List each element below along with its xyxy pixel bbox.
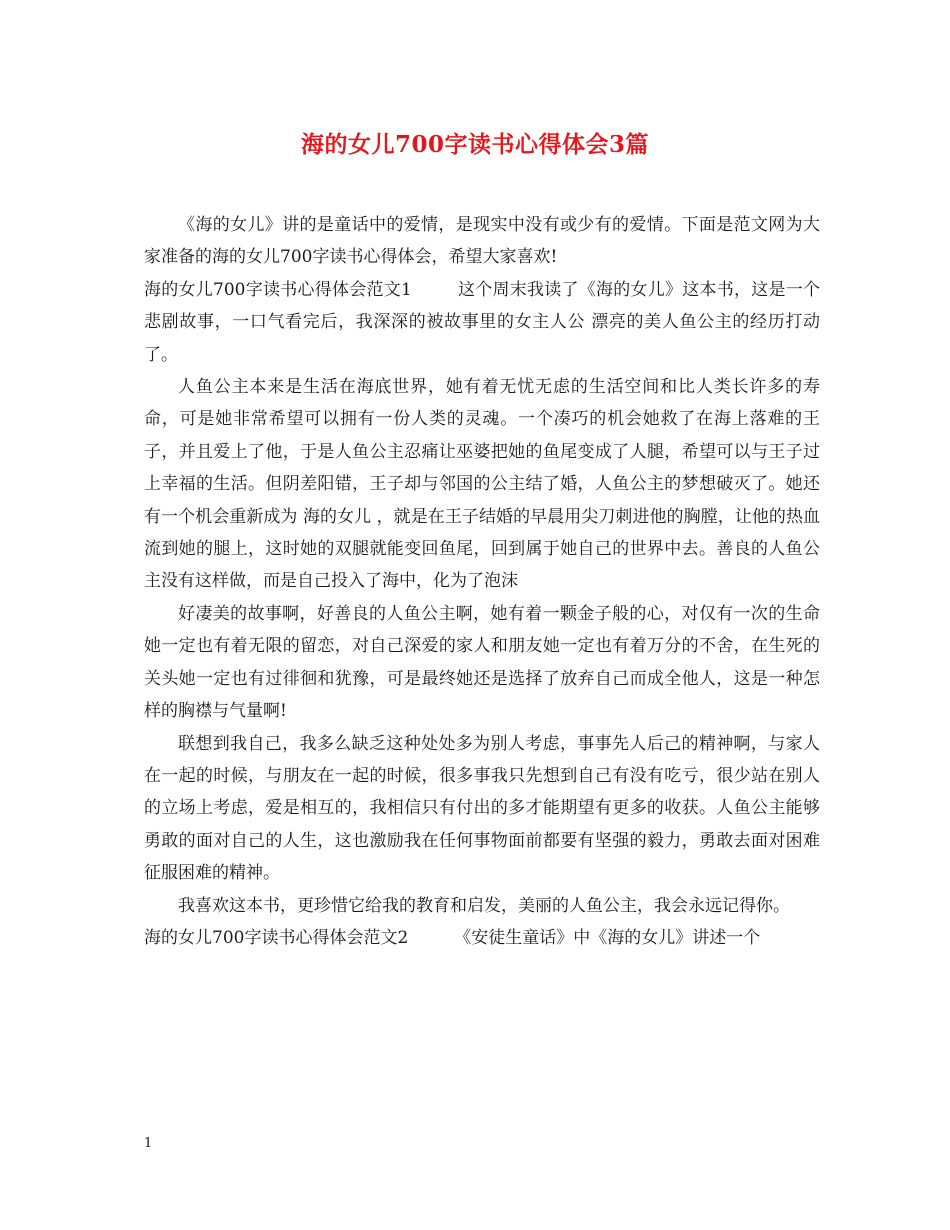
paragraph-text: 《安徒生童话》中《海的女儿》讲述一个	[454, 927, 761, 948]
page-number: 1	[144, 1136, 153, 1151]
paragraph-text: 这个周末我读了《海的女儿》这本书，这是一个悲剧故事，一口气看完后，我深深的被故事里的女主人公 漂亮的美人鱼公主的经历打动了。	[144, 279, 821, 365]
paragraph-self-connection	[144, 728, 820, 890]
paragraph-reflection	[144, 598, 820, 728]
paragraph-text: 人鱼公主本来是生活在海底世界，她有着无忧无虑的生活空间和比人类长许多的寿命，可是她非常希望可以拥有一份人类的灵魂。一个凑巧的机会她救了在海上落难的王子，并且爱上了他，于是人鱼公主忍痛让巫婆把她的鱼尾变成了人腿，希望可以与王子过上幸福的生活。但阴差阳错，王子却与邻国的公主结了婚，人鱼公主的梦想破灭了。她还有一个机会重新成为 海的女儿 ，就是在王子结婚的早晨用尖刀刺进他的胸膛，让他的热血流到她的腿上，这时她的双腿就能变回鱼尾，回到属于她自己的世界中去。善良的人鱼公主没有这样做，而是自己投入了海中，化为了泡沫	[144, 377, 820, 592]
paragraph-text: 联想到我自己，我多么缺乏这种处处多为别人考虑，事事先人后己的精神啊，与家人在一起的时候，与朋友在一起的时候，很多事我只先想到自己有没有吃亏，很少站在别人的立场上考虑，爱是相互的，我相信只有付出的多才能期望有更多的收获。人鱼公主能够勇敢的面对自己的人生，这也激励我在任何事物面前都要有坚强的毅力，勇敢去面对困难征服困难的精神。	[144, 733, 820, 884]
document-title: 海的女儿700字读书心得体会3篇	[300, 131, 649, 158]
section-heading-essay-1: 海的女儿700字读书心得体会范文1	[144, 279, 412, 300]
paragraph-story-summary	[144, 371, 820, 598]
paragraph-essay-1-opening	[144, 274, 820, 371]
paragraph-text: 我喜欢这本书，更珍惜它给我的教育和启发，美丽的人鱼公主，我会永远记得你。	[178, 895, 790, 916]
paragraph-intro	[144, 209, 820, 274]
section-heading-essay-2: 海的女儿700字读书心得体会范文2	[144, 927, 409, 948]
paragraph-text: 好凄美的故事啊，好善良的人鱼公主啊，她有着一颗金子般的心，对仅有一次的生命她一定也有着无限的留恋，对自己深爱的家人和朋友她一定也有着万分的不舍，在生死的关头她一定也有过徘徊和犹豫，可是最终她还是选择了放弃自己而成全他人，这是一种怎样的胸襟与气量啊!	[144, 603, 820, 722]
document-body	[144, 209, 820, 954]
paragraph-closing	[144, 890, 820, 922]
paragraph-essay-2-opening	[144, 922, 820, 954]
paragraph-text: 《海的女儿》讲的是童话中的爱情，是现实中没有或少有的爱情。下面是范文网为大家准备的海的女儿700字读书心得体会，希望大家喜欢!	[144, 215, 820, 268]
